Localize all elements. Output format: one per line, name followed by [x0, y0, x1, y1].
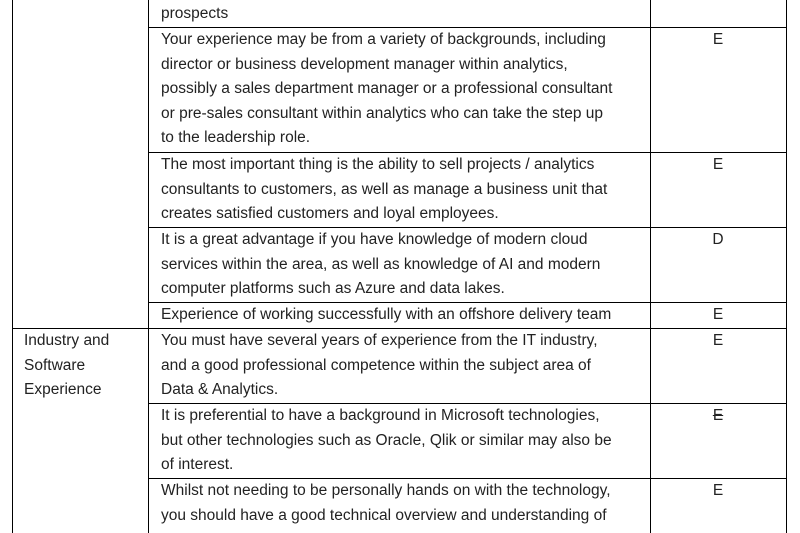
- requirement-cell: The most important thing is the ability to sell projects / analytics consultants to customers, as well as manage a business unit that creates satisfied customers and loyal employees.: [161, 156, 608, 223]
- requirement-cell: Whilst not needing to be personally hands on with the technology, you should have a good technical overview and understanding of: [161, 482, 611, 524]
- rating-cell: E: [712, 482, 724, 499]
- rating-cell: E: [712, 31, 724, 48]
- column-divider-category: [148, 0, 149, 533]
- requirement-cell: You must have several years of experience from the IT industry, and a good professional competence within the subject area of Data & Analytics.: [161, 332, 598, 399]
- requirement-cell: It is a great advantage if you have knowledge of modern cloud services within the area, as well as knowledge of AI and modern computer platforms such as Azure and data lakes.: [161, 231, 601, 298]
- category-cell: Industry and Software Experience: [24, 332, 110, 399]
- rating-cell: E: [712, 332, 724, 349]
- requirement-cell: Experience of working successfully with an offshore delivery team: [161, 306, 612, 323]
- requirement-cell: It is preferential to have a background in Microsoft technologies, but other technologies such as Oracle, Qlik or similar may also be of interest.: [161, 407, 612, 474]
- rating-cell: E: [712, 306, 724, 323]
- requirement-cell: prospects: [161, 5, 229, 22]
- table-border-left-upper: [12, 0, 13, 328]
- rating-cell: E: [712, 156, 724, 173]
- rating-cell: E: [712, 407, 724, 424]
- table-border-left: [12, 328, 13, 533]
- table-border-right: [786, 0, 787, 533]
- requirement-cell: Your experience may be from a variety of backgrounds, including director or business development manager within analytics, possibly a sales department manager or a professional consultant or pre-sales consultant within analytics who can take the step up to the leadership role.: [161, 31, 613, 147]
- rating-cell: D: [712, 231, 724, 248]
- column-divider-rating: [650, 0, 651, 533]
